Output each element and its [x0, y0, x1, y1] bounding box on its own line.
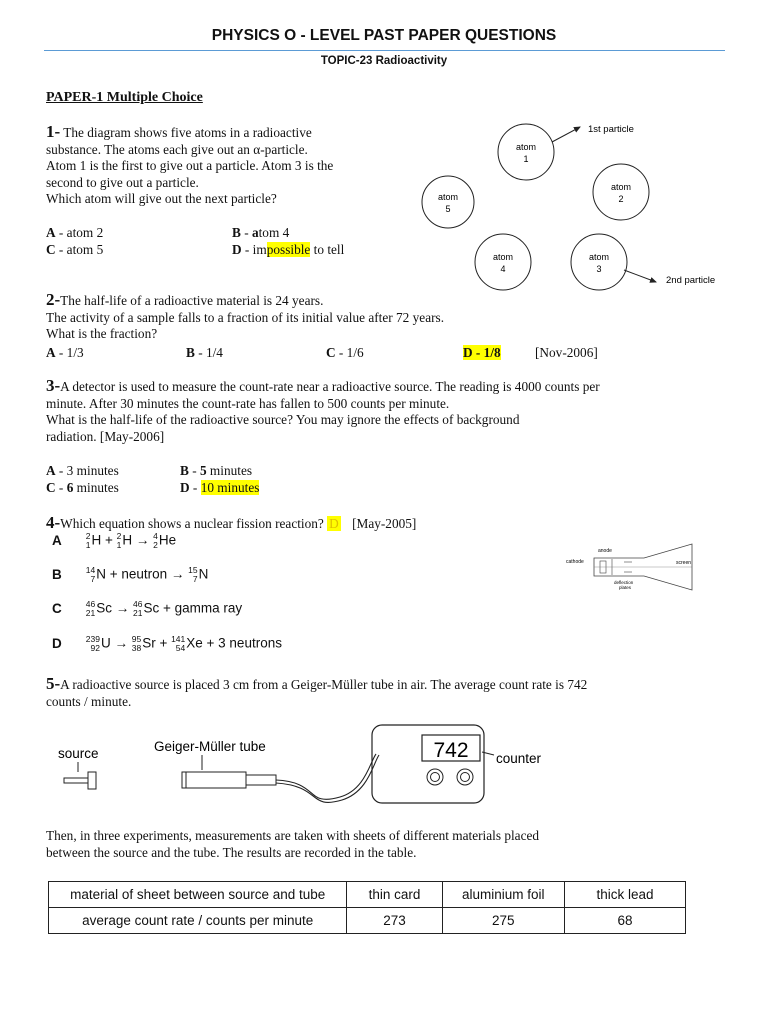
svg-text:atom: atom [610, 182, 632, 192]
source-holder [64, 778, 88, 783]
svg-text:3: 3 [596, 264, 602, 274]
question-text: radiation. [May-2006] [46, 428, 165, 444]
deflection-label: deflection [614, 580, 634, 585]
counter-box [372, 725, 484, 803]
question-number: 3- [46, 376, 61, 395]
question-text: The diagram shows five atoms in a radioactive [60, 125, 312, 140]
question-4 [46, 515, 416, 533]
atom-3 [571, 234, 627, 290]
question-text: Which equation shows a nuclear fission reaction? [60, 516, 324, 531]
q1-option-a: A - atom 2 [46, 225, 104, 240]
table-cell: average count rate / counts per minute [49, 908, 347, 934]
table-header-row [49, 882, 686, 908]
question-3 [46, 378, 736, 445]
equation-d: D 239 92 U → 95 38 Sr + 141 54 Xe + 3 neutrons [52, 634, 282, 653]
counter-label: counter [496, 751, 542, 766]
table-cell: thin card [347, 882, 442, 908]
q1-option-c: C - atom 5 [46, 242, 104, 257]
cable [276, 754, 376, 799]
gm-tube-icon [182, 772, 246, 788]
first-particle-label: 1st particle [588, 124, 634, 135]
question-text: Then, in three experiments, measurements are taken with sheets of different materials placed [46, 828, 540, 843]
atom-5 [422, 176, 474, 228]
question-text: between the source and the tube. The results are recorded in the table. [46, 844, 417, 860]
question-number: 1- [46, 122, 61, 141]
geiger-muller-diagram [50, 722, 570, 812]
screen-label: screen [676, 560, 692, 566]
q2-option-a: A - 1/3 [46, 345, 84, 360]
q4-reference: [May-2005] [352, 516, 417, 531]
question-text: The half-life of a radioactive material is 24 years. [60, 293, 324, 308]
svg-text:2: 2 [618, 194, 624, 204]
question-1 [46, 124, 426, 208]
cathode-label: cathode [566, 559, 584, 565]
atom-4 [475, 234, 531, 290]
knob-icon [427, 769, 443, 785]
table-cell: 275 [442, 908, 564, 934]
svg-text:1: 1 [523, 154, 529, 164]
table-cell: 273 [347, 908, 442, 934]
q3-option-d: D - 10 minutes [180, 480, 260, 495]
table-cell: 68 [564, 908, 685, 934]
equation-a: A 2 1 H + 2 1 H → 4 2 He [52, 531, 177, 550]
question-text: Atom 1 is the first to give out a particle. Atom 3 is the [46, 158, 334, 173]
question-text: substance. The atoms each give out an α-particle. [46, 141, 308, 157]
question-2 [46, 292, 726, 343]
counter-reading: 742 [433, 739, 469, 762]
particle-2-arrow [624, 270, 656, 282]
q2-option-d: D - 1/8 [463, 345, 501, 360]
anode-label: anode [598, 548, 612, 554]
table-cell: aluminium foil [442, 882, 564, 908]
plates-label: plates [619, 585, 632, 590]
q3-option-b: B - 5 minutes [180, 463, 253, 478]
table-cell: material of sheet between source and tube [49, 882, 347, 908]
question-5 [46, 676, 736, 710]
question-number: 4- [46, 513, 61, 532]
svg-text:atom: atom [515, 142, 537, 152]
equation-b: B 14 7 N + neutron → 15 7 N [52, 565, 209, 584]
page-title: PHYSICS O - LEVEL PAST PAPER QUESTIONS [211, 27, 557, 44]
table-cell: thick lead [564, 882, 685, 908]
q2-option-c: C - 1/6 [326, 345, 364, 360]
q3-option-c: C - 6 minutes [46, 480, 119, 495]
atoms-diagram [410, 112, 740, 292]
svg-text:atom: atom [588, 252, 610, 262]
question-text: What is the fraction? [46, 326, 158, 341]
equation-c: C 46 21 Sc → 46 21 Sc + gamma ray [52, 599, 243, 618]
source-icon [88, 772, 96, 789]
q5-continuation [46, 828, 736, 861]
q2-reference: [Nov-2006] [535, 345, 598, 360]
svg-text:atom: atom [437, 192, 459, 202]
q3-option-a: A - 3 minutes [46, 463, 119, 478]
topic-heading: TOPIC-23 Radioactivity [320, 55, 448, 67]
svg-text:5: 5 [445, 204, 451, 214]
question-text: minute. After 30 minutes the count-rate has fallen to 500 counts per minute. [46, 395, 450, 411]
question-text: A detector is used to measure the count-rate near a radioactive source. The reading is 4000 counts per [60, 379, 600, 394]
knob-icon [457, 769, 473, 785]
question-number: 5- [46, 674, 61, 693]
title-divider [44, 50, 725, 51]
svg-text:atom: atom [492, 252, 514, 262]
table-row [49, 908, 686, 934]
question-text: What is the half-life of the radioactive source? You may ignore the effects of background [46, 412, 520, 427]
question-text: The activity of a sample falls to a fraction of its initial value after 72 years. [46, 309, 445, 325]
question-text: second to give out a particle. [46, 174, 199, 190]
paper-heading: PAPER-1 Multiple Choice [46, 90, 203, 105]
atom-2 [593, 164, 649, 220]
source-label: source [58, 746, 99, 761]
gm-tube-label: Geiger-Müller tube [154, 739, 266, 754]
question-number: 2- [46, 290, 61, 309]
q2-option-b: B - 1/4 [186, 345, 223, 360]
second-particle-label: 2nd particle [666, 275, 716, 286]
q1-option-b: B - atom 4 [232, 225, 290, 240]
question-text: A radioactive source is placed 3 cm from a Geiger-Müller tube in air. The average count rate is 742 [60, 677, 588, 692]
svg-text:4: 4 [500, 264, 506, 274]
question-text: Which atom will give out the next particle? [46, 191, 277, 206]
deflection-tube-diagram [564, 540, 714, 600]
q4-answer: D [329, 516, 339, 531]
q1-option-d: D - impossible to tell [232, 242, 345, 257]
question-text: counts / minute. [46, 693, 132, 709]
particle-1-arrow [552, 127, 580, 142]
atom-1 [498, 124, 554, 180]
results-table [48, 881, 686, 934]
